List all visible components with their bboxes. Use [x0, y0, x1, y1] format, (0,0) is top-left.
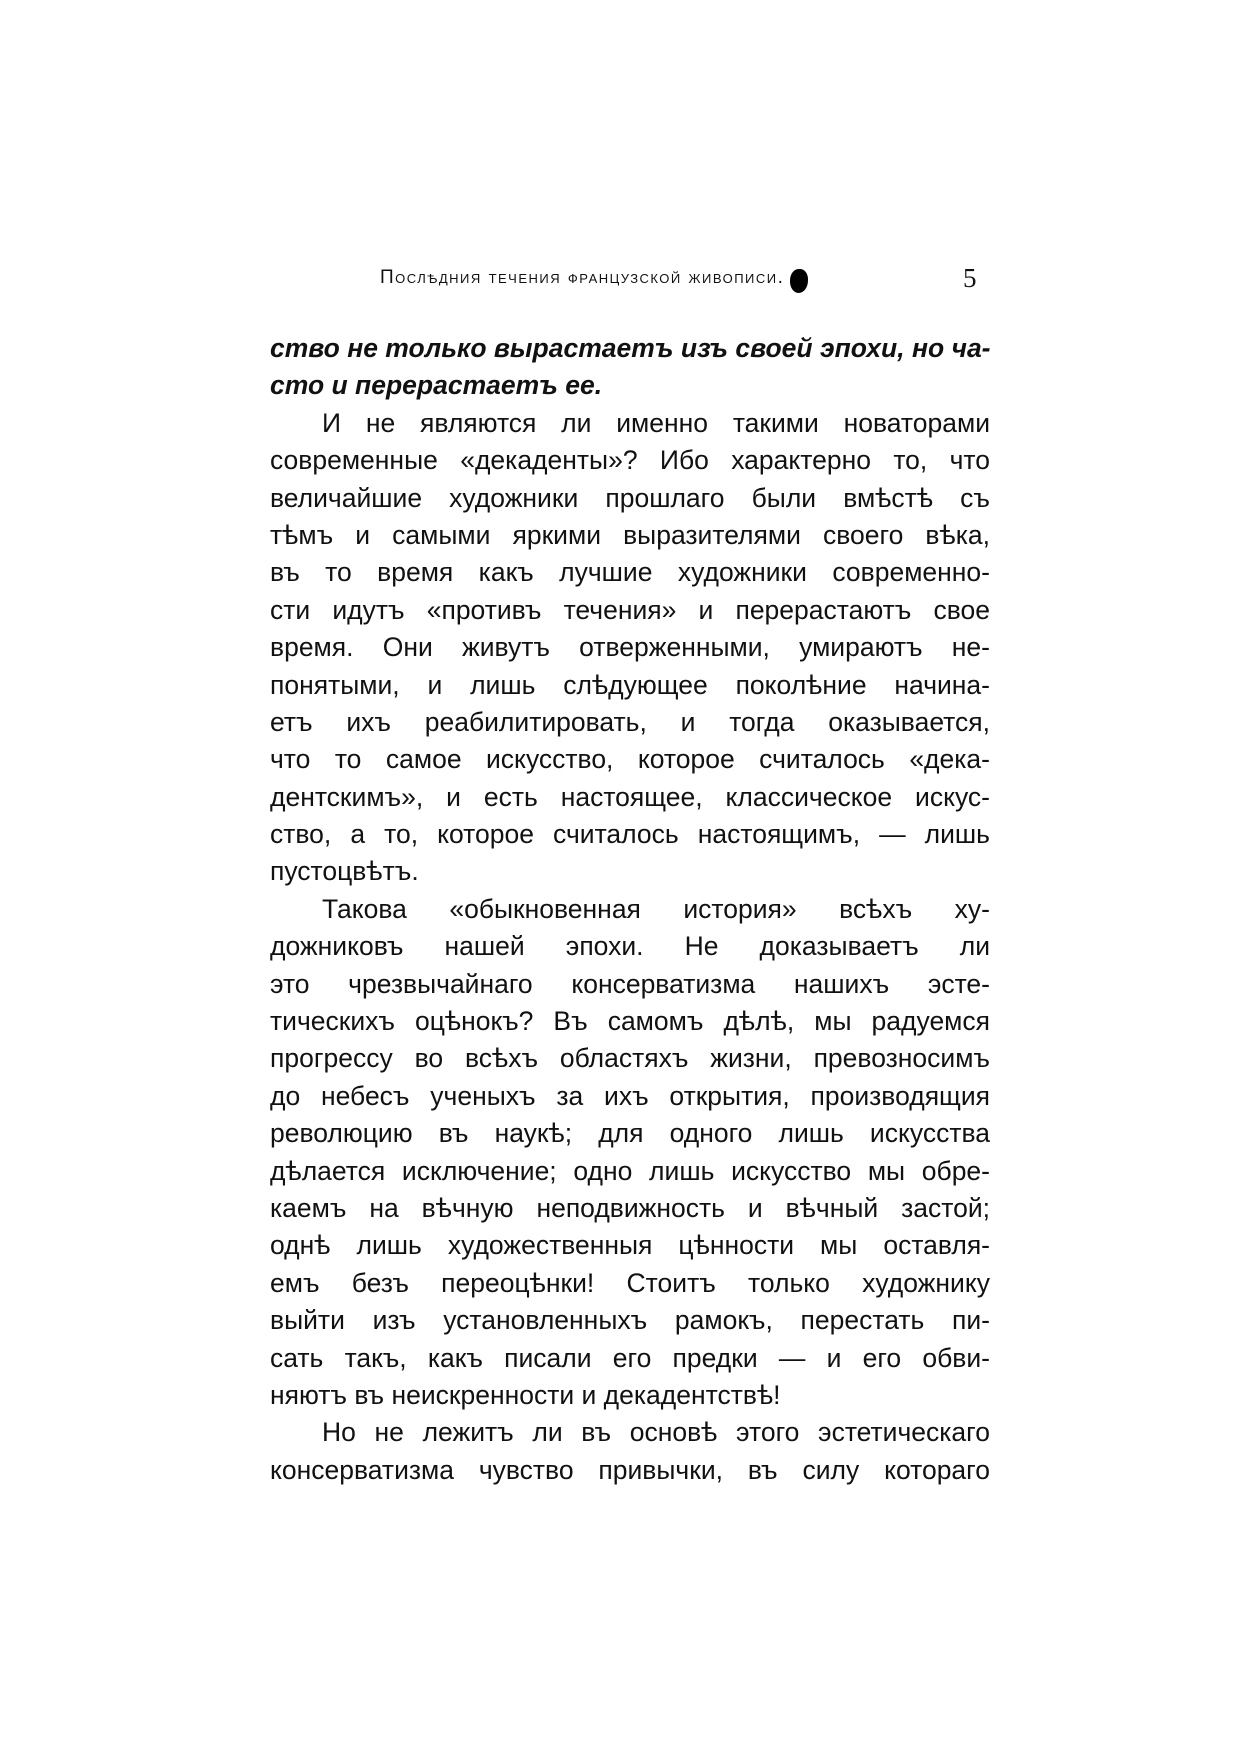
paragraph: [270, 891, 990, 1414]
text-line: пустоцвѣтъ.: [270, 856, 419, 887]
text-line: ство, а то, которое считалось настоящимъ, — лишь: [270, 819, 990, 850]
text-line: каемъ на вѣчную неподвижность и вѣчный застой;: [270, 1192, 990, 1223]
text-line: величайшие художники прошлаго были вмѣстѣ съ: [270, 482, 990, 513]
body-text: [270, 330, 990, 1489]
text-line: дентскимъ», и есть настоящее, классическое искус-: [270, 781, 990, 812]
text-line: дѣлается исключение; одно лишь искусство мы обре-: [270, 1155, 990, 1186]
paragraph: [270, 1414, 990, 1489]
text-line: современные «декаденты»? Ибо характерно то, что: [270, 445, 990, 476]
text-line: это чрезвычайнаго консерватизма нашихъ эсте-: [270, 968, 990, 999]
text-line: однѣ лишь художественныя цѣнности мы оставля-: [270, 1230, 990, 1261]
paragraph: [270, 405, 990, 891]
text-line: сать такъ, какъ писали его предки — и его обви-: [270, 1342, 990, 1373]
text-line: сто и перерастаетъ ее.: [270, 370, 603, 401]
text-line: до небесъ ученыхъ за ихъ открытия, производящия: [270, 1080, 990, 1111]
text-line: сти идутъ «противъ течения» и перерастаютъ свое: [270, 594, 990, 625]
ink-blot-mark: [790, 269, 808, 293]
text-line: что то самое искусство, которое считалось «дека-: [270, 744, 990, 775]
text-line: прогрессу во всѣхъ областяхъ жизни, превозносимъ: [270, 1043, 990, 1074]
text-line: время. Они живутъ отверженными, умираютъ не-: [270, 632, 990, 663]
text-line: тѣмъ и самыми яркими выразителями своего вѣка,: [270, 519, 990, 550]
page-number: 5: [963, 263, 977, 293]
text-line: емъ безъ переоцѣнки! Стоитъ только художнику: [270, 1267, 990, 1298]
text-line: Но не лежитъ ли въ основѣ этого эстетическаго: [322, 1417, 990, 1448]
text-line: дожниковъ нашей эпохи. Не доказываетъ ли: [270, 931, 990, 962]
text-line: выйти изъ установленныхъ рамокъ, перестать пи-: [270, 1305, 990, 1336]
page-header: [270, 263, 990, 303]
text-line: няютъ въ неискренности и декадентствѣ!: [270, 1379, 781, 1410]
text-line: тическихъ оцѣнокъ? Въ самомъ дѣлѣ, мы радуемся: [270, 1006, 990, 1037]
text-line: Такова «обыкновенная история» всѣхъ ху-: [322, 893, 990, 924]
text-line: ство не только вырастаетъ изъ своей эпохи, но ча-: [270, 333, 991, 363]
text-line: революцию въ наукѣ; для одного лишь искусства: [270, 1118, 990, 1149]
text-line: И не являются ли именно такими новаторами: [322, 407, 990, 438]
text-line: понятыми, и лишь слѣдующее поколѣние начина-: [270, 669, 990, 700]
text-line: въ то время какъ лучшие художники современно-: [270, 557, 990, 588]
running-head: Послѣдния течения французской живописи.: [380, 267, 785, 288]
paragraph-continuation: [270, 330, 990, 405]
text-line: етъ ихъ реабилитировать, и тогда оказывается,: [270, 706, 990, 737]
text-line: консерватизма чувство привычки, въ силу котораго: [270, 1454, 990, 1485]
